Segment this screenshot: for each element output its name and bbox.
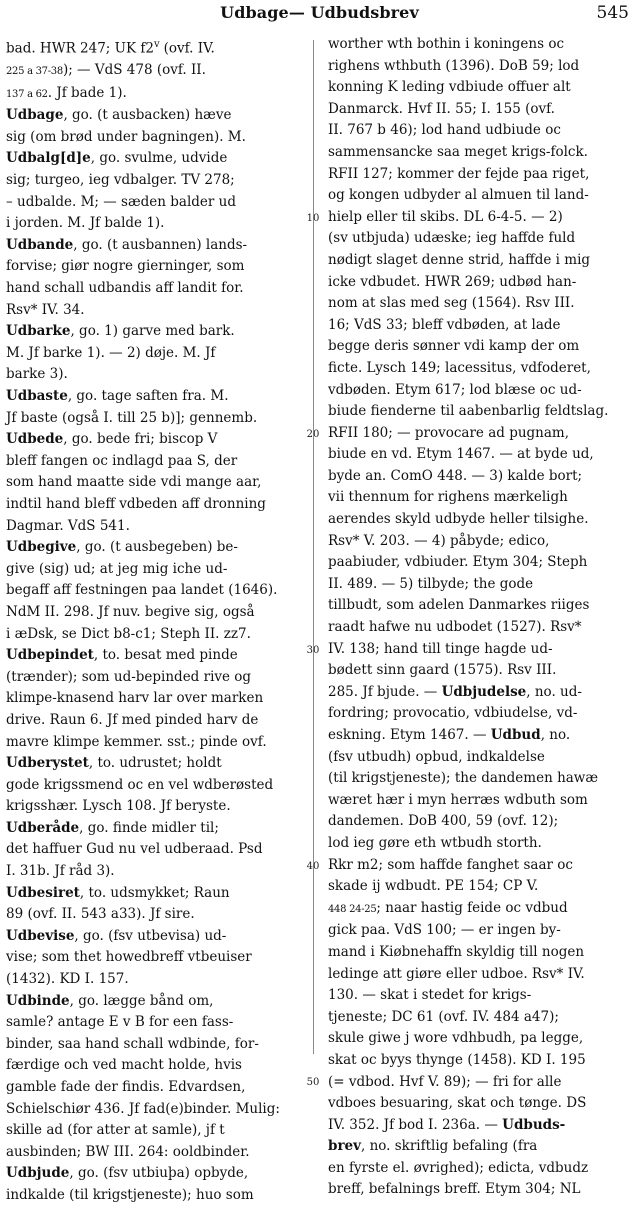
entry-line: Udbalg[d]e, go. svulme, udvide xyxy=(6,150,228,167)
text-line: det haffuer Gud nu vel udberaad. Psd xyxy=(6,841,263,858)
text-line: aerendes skyld udbyde heller tilsighe. xyxy=(328,511,589,528)
text-line: biude fienderne til aabenbarlig feldtslag. xyxy=(328,403,609,420)
margin-line-number: 20 xyxy=(306,429,320,440)
entry-line: Udbegive, go. (t ausbegeben) be- xyxy=(6,539,238,556)
entry-line: Udberystet, to. udrustet; holdt xyxy=(6,755,222,772)
entry-line: eskning. Etym 1467. — Udbud, no. xyxy=(328,727,571,743)
text-line: M. Jf barke 1). — 2) døje. M. Jf xyxy=(6,344,216,361)
text-line: worther wth bothin i koningens oc xyxy=(328,36,565,52)
text-line: 89 (ovf. II. 543 a33). Jf sire. xyxy=(6,906,195,923)
text-line: II. 767 b 46); lod hand udbiude oc xyxy=(328,122,561,139)
text-line: 16; VdS 33; bleff vdbøden, at lade xyxy=(328,316,561,333)
text-line: byde an. ComO 448. — 3) kalde bort; xyxy=(328,467,583,484)
text-line: gick paa. VdS 100; — er ingen by- xyxy=(328,922,561,939)
text-line: bødett sinn gaard (1575). Rsv III. xyxy=(328,662,557,679)
text-line: lod ieg gøre eth wtbudh storth. xyxy=(328,834,542,851)
entry-line: Udbjude, go. (fsv utbiuþa) opbyde, xyxy=(6,1165,249,1182)
left-column xyxy=(6,34,302,1203)
text-line: skule giwe j wore vdhbudh, pa legge, xyxy=(328,1030,584,1047)
headword: Udbuds- xyxy=(502,1116,566,1133)
text-line: Danmarck. Hvf II. 55; I. 155 (ovf. xyxy=(328,100,555,117)
text-line: II. 489. — 5) tilbyde; the gode xyxy=(328,575,534,592)
text-line: binder, saa hand schall wdbinde, for- xyxy=(6,1035,259,1052)
headword: Udbjudelse xyxy=(441,683,527,700)
text-line: en fyrste el. øvrighed); edicta, vdbudz xyxy=(328,1159,589,1176)
entry-line: Udbede, go. bede fri; biscop V xyxy=(6,431,218,448)
text-line: paabiuder, vdbiuder. Etym 304; Steph xyxy=(328,554,588,571)
text-line: bleff fangen oc indlagd paa S, der xyxy=(6,452,238,469)
text-line: (1432). KD I. 157. xyxy=(6,971,129,988)
text-line: 137 a 62. Jf bade 1). xyxy=(6,84,127,101)
headword: Udbede xyxy=(6,431,64,448)
text-line: nødigt slaget denne strid, haffde i mig xyxy=(328,251,591,268)
text-line: 448 24-25; naar hastig feide oc vdbud xyxy=(328,899,568,916)
text-line: indtil hand bleff vdbeden aff dronning xyxy=(6,495,266,512)
text-line: biude en vd. Etym 1467. — at byde ud, xyxy=(328,446,594,463)
text-line: sammensancke saa meget krigs-folck. xyxy=(328,143,588,160)
entry-line: Udbesiret, to. udsmykket; Raun xyxy=(6,884,230,901)
margin-line-number: 40 xyxy=(306,861,320,872)
text-line: gamble fade der findis. Edvardsen, xyxy=(6,1079,246,1095)
headword: Udbud xyxy=(490,727,541,743)
entry-line: Udbarke, go. 1) garve med bark. xyxy=(6,323,235,340)
entry-line: IV. 352. Jf bod I. 236a. — Udbuds- xyxy=(328,1116,566,1133)
text-line: Jf baste (også I. till 25 b)]; gennemb. xyxy=(6,409,258,426)
text-line: – udbalde. M; — sæden balder ud xyxy=(6,193,237,210)
text-line: (trænder); som ud-bepinded rive og xyxy=(6,668,252,685)
text-line: hielp eller til skibs. DL 6-4-5. — 2) xyxy=(328,208,563,225)
headword: Udberåde xyxy=(6,819,80,836)
entry-line: 285. Jf bjude. — Udbjudelse, no. ud- xyxy=(328,683,582,700)
text-line: icke vdbudet. HWR 269; udbød han- xyxy=(328,273,577,290)
text-line: indkalde (til krigstjeneste); huo som xyxy=(6,1186,254,1203)
entry-line: Udbaste, go. tage saften fra. M. xyxy=(6,388,229,404)
text-line: wæret hær i myn herræs wdbuth som xyxy=(328,791,588,808)
text-line: Rkr m2; som haffde fanghet saar oc xyxy=(328,856,573,873)
right-column xyxy=(328,34,632,1198)
headword: Udbage xyxy=(6,107,64,124)
text-line: vii thennum for righens mærkeligh xyxy=(328,489,568,506)
text-line: begge deris sønner vdi kamp der om xyxy=(328,338,580,355)
headword: Udbalg[d]e xyxy=(6,150,91,167)
margin-line-number: 50 xyxy=(306,1077,320,1088)
text-line: I. 31b. Jf råd 3). xyxy=(6,863,115,880)
headword: Udbinde xyxy=(6,992,70,1009)
text-line: vise; som thet howedbreff vtbeuiser xyxy=(6,949,252,966)
text-line: og kongen udbyder al almuen til land- xyxy=(328,187,589,204)
text-line: dandemen. DoB 400, 59 (ovf. 12); xyxy=(328,813,559,830)
entry-line: brev, no. skriftlig befaling (fra xyxy=(328,1138,538,1155)
text-line: 130. — skat i stedet for krigs- xyxy=(328,987,532,1004)
headword: Udbesiret xyxy=(6,884,80,901)
text-line: ficte. Lysch 149; lacessitus, vdfoderet, xyxy=(328,359,591,376)
text-line: ausbinden; BW III. 264: ooldbinder. xyxy=(6,1143,250,1160)
text-line: skille ad (for atter at samle), jf t xyxy=(6,1122,225,1139)
headword: Udbepindet xyxy=(6,647,94,664)
text-line: NdM II. 298. Jf nuv. begive sig, også xyxy=(6,603,255,620)
text-line: hand schall udbandis aff landit for. xyxy=(6,280,244,297)
page-number: 545 xyxy=(596,3,629,23)
text-line: tillbudt, som adelen Danmarkes riiges xyxy=(328,597,590,614)
margin-line-number: 30 xyxy=(306,645,320,656)
text-line: Dagmar. VdS 541. xyxy=(6,517,130,534)
headword: Udbande xyxy=(6,236,74,253)
text-line: forvise; giør nogre gierninger, som xyxy=(6,258,245,275)
text-line: i æDsk, se Dict b8-c1; Steph II. zz7. xyxy=(6,625,251,642)
text-line: sig; turgeo, ieg vdbalger. TV 278; xyxy=(6,172,235,189)
text-line: krigsshær. Lysch 108. Jf beryste. xyxy=(6,798,231,815)
text-line: (sv utbjuda) udæske; ieg haffde fuld xyxy=(328,230,576,247)
text-line: RFII 127; kommer der fejde paa riget, xyxy=(328,165,590,182)
headword: brev xyxy=(328,1138,361,1155)
text-line: tjeneste; DC 61 (ovf. IV. 484 a47); xyxy=(328,1008,559,1025)
entry-line: Udbepindet, to. besat med pinde xyxy=(6,647,238,664)
text-line: bad. HWR 247; UK f2$^v$ (ovf. IV. xyxy=(6,39,215,57)
text-line: vdboes besuaring, skat och tønge. DS xyxy=(328,1095,587,1112)
text-line: mand i Kiøbnehaffn skyldig till nogen xyxy=(328,943,585,960)
text-line: righens wthbuth (1396). DoB 59; lod xyxy=(328,57,580,74)
text-line: færdige och ved macht holde, hvis xyxy=(6,1057,242,1074)
headword: Udberystet xyxy=(6,755,89,772)
column-divider xyxy=(313,40,314,1054)
margin-line-number: 10 xyxy=(306,213,320,224)
text-line: i jorden. M. Jf balde 1). xyxy=(6,215,165,232)
text-line: Rsv* IV. 34. xyxy=(6,301,85,318)
text-line: vdbøden. Etym 617; lod blæse oc ud- xyxy=(328,381,582,398)
text-line: klimpe-knasend harv lar over marken xyxy=(6,690,264,707)
entry-line: Udbevise, go. (fsv utbevisa) ud- xyxy=(6,927,227,944)
text-line: (fsv utbudh) opbud, indkaldelse xyxy=(328,748,545,765)
text-line: 225 a 37-38); — VdS 478 (ovf. II. xyxy=(6,62,206,79)
running-title: Udbage— Udbudsbrev xyxy=(220,3,419,22)
entry-line: Udberåde, go. finde midler til; xyxy=(6,819,219,836)
headword: Udbjude xyxy=(6,1165,70,1182)
headword: Udbaste xyxy=(6,388,68,404)
text-line: samle? antage E v B for een fass- xyxy=(6,1014,234,1031)
page-header xyxy=(0,0,639,26)
text-line: begaff aff festningen paa landet (1646). xyxy=(6,582,278,599)
headword: Udbarke xyxy=(6,323,71,340)
headword: Udbegive xyxy=(6,539,77,556)
text-line: (= vdbod. Hvf V. 89); — fri for alle xyxy=(328,1073,562,1090)
text-line: drive. Raun 6. Jf med pinded harv de xyxy=(6,711,259,728)
headword: Udbevise xyxy=(6,927,75,944)
text-line: (til krigstjeneste); the dandemen hawæ xyxy=(328,770,599,787)
entry-line: Udbage, go. (t ausbacken) hæve xyxy=(6,107,232,124)
text-line: Rsv* V. 203. — 4) påbyde; edico, xyxy=(328,532,550,549)
text-line: nom at slas med seg (1564). Rsv III. xyxy=(328,295,575,312)
text-line: skat oc byys thynge (1458). KD I. 195 xyxy=(328,1051,586,1068)
text-line: breff, befalnings breff. Etym 304; NL xyxy=(328,1181,581,1198)
text-line: som hand maatte side vdi mange aar, xyxy=(6,474,262,491)
entry-line: Udbinde, go. lægge bånd om, xyxy=(6,992,214,1009)
text-line: ledinge att giøre eller udboe. Rsv* IV. xyxy=(328,965,585,982)
text-line: skade ij wdbudt. PE 154; CP V. xyxy=(328,878,539,895)
text-line: RFII 180; — provocare ad pugnam, xyxy=(328,424,570,441)
text-line: fordring; provocatio, vdbiudelse, vd- xyxy=(328,705,578,722)
text-line: give (sig) ud; at jeg mig iche ud- xyxy=(6,560,228,577)
text-line: gode krigssmend oc en vel wdberøsted xyxy=(6,776,274,793)
text-line: konning K leding vdbiude offuer alt xyxy=(328,79,571,96)
text-line: raadt hafwe nu udbodet (1527). Rsv* xyxy=(328,619,582,636)
text-line: barke 3). xyxy=(6,366,68,383)
entry-line: Udbande, go. (t ausbannen) lands- xyxy=(6,236,248,253)
text-line: IV. 138; hand till tinge hagde ud- xyxy=(328,640,553,657)
text-line: Schielschiør 436. Jf fad(e)binder. Mulig: xyxy=(6,1100,280,1117)
text-line: mavre klimpe kemmer. sst.; pinde ovf. xyxy=(6,733,267,750)
text-line: sig (om brød under bagningen). M. xyxy=(6,128,246,145)
